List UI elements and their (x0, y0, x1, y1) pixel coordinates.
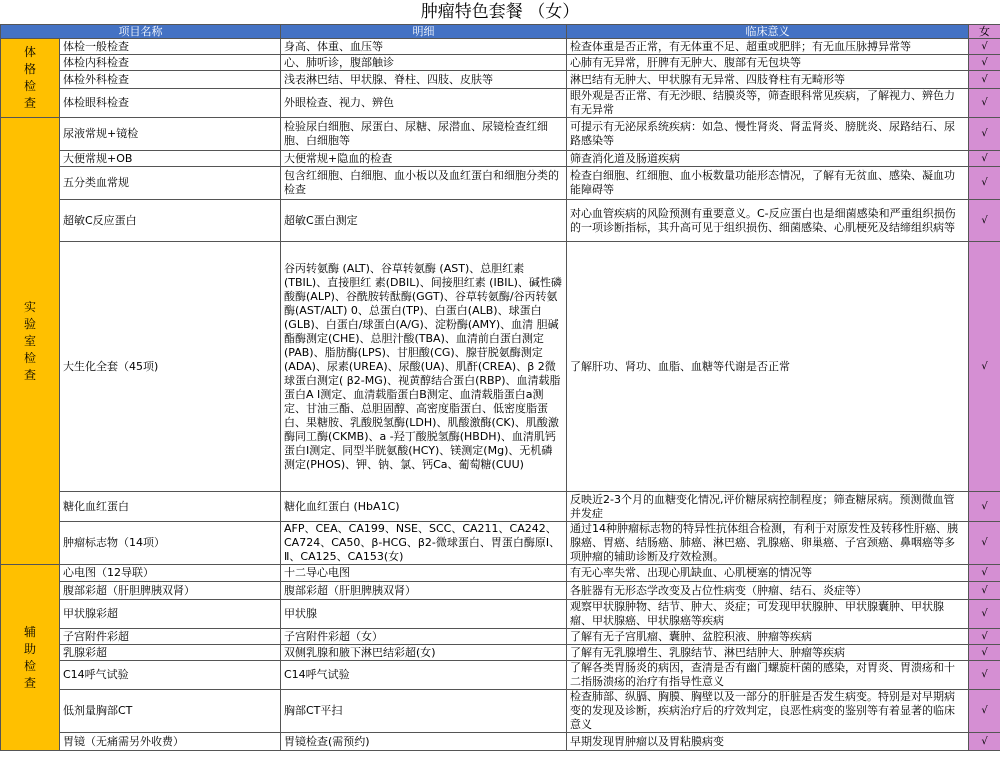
item-name-cell: 体检眼科检查 (60, 89, 281, 118)
check-mark-cell: √ (969, 55, 1000, 71)
clinical-meaning-cell: 可提示有无泌尿系统疾病：如急、慢性肾炎、肾盂肾炎、膀胱炎、尿路结石、尿路感染等 (567, 118, 969, 151)
check-mark-cell: √ (969, 522, 1000, 565)
check-mark-cell: √ (969, 167, 1000, 200)
detail-cell: 包含红细胞、白细胞、血小板以及血红蛋白和细胞分类的检查 (281, 167, 567, 200)
table-row (1, 55, 1000, 71)
table-row (1, 151, 1000, 167)
detail-cell: 子宫附件彩超（女） (281, 629, 567, 645)
category-cell: 体 格 检 查 (1, 39, 60, 118)
header-detail: 明细 (281, 25, 567, 39)
check-mark-cell: √ (969, 39, 1000, 55)
detail-cell: 甲状腺 (281, 600, 567, 629)
clinical-meaning-cell: 了解肝功、肾功、血脂、血糖等代谢是否正常 (567, 242, 969, 492)
detail-cell: 胸部CT平扫 (281, 690, 567, 733)
clinical-meaning-cell: 对心血管疾病的风险预测有重要意义。C-反应蛋白也是细菌感染和严重组织损伤的一项诊断指标，其升高可见于组织损伤、细菌感染、心肌梗死及结缔组织病等 (567, 200, 969, 242)
check-mark-cell: √ (969, 118, 1000, 151)
item-name-cell: 糖化血红蛋白 (60, 492, 281, 522)
clinical-meaning-cell: 有无心率失常、出现心肌缺血、心肌梗塞的情况等 (567, 565, 969, 582)
detail-cell: 胃镜检查(需预约) (281, 733, 567, 751)
item-name-cell: 肿瘤标志物（14项） (60, 522, 281, 565)
item-name-cell: 超敏C反应蛋白 (60, 200, 281, 242)
clinical-meaning-cell: 了解有无子宫肌瘤、囊肿、盆腔积液、肿瘤等疾病 (567, 629, 969, 645)
table-row (1, 582, 1000, 600)
table-row (1, 733, 1000, 751)
table-row (1, 661, 1000, 690)
table-row (1, 565, 1000, 582)
clinical-meaning-cell: 观察甲状腺肿物、结节、肿大、炎症；可发现甲状腺肿、甲状腺囊肿、甲状腺瘤、甲状腺癌、甲状腺癌等疾病 (567, 600, 969, 629)
table-header-row (1, 25, 1000, 39)
check-mark-cell: √ (969, 690, 1000, 733)
item-name-cell: 低剂量胸部CT (60, 690, 281, 733)
item-name-cell: 心电图（12导联） (60, 565, 281, 582)
clinical-meaning-cell: 早期发现胃肿瘤以及胃粘膜病变 (567, 733, 969, 751)
detail-cell: 糖化血红蛋白 (HbA1C) (281, 492, 567, 522)
clinical-meaning-cell: 检查肺部、纵膈、胸膜、胸壁以及一部分的肝脏是否发生病变。特别是对早期病变的发现及诊断，疾病治疗后的疗效判定，良恶性病变的鉴别等有着显著的临床意义 (567, 690, 969, 733)
check-mark-cell: √ (969, 733, 1000, 751)
header-item-name: 项目名称 (1, 25, 281, 39)
clinical-meaning-cell: 检查体重是否正常，有无体重不足、超重或肥胖；有无血压脉搏异常等 (567, 39, 969, 55)
clinical-meaning-cell: 淋巴结有无肿大、甲状腺有无异常、四肢脊柱有无畸形等 (567, 71, 969, 89)
item-name-cell: 子宫附件彩超 (60, 629, 281, 645)
detail-cell: 心、肺听诊，腹部触诊 (281, 55, 567, 71)
clinical-meaning-cell: 眼外观是否正常、有无沙眼、结膜炎等，筛查眼科常见疾病，了解视力、辨色力有无异常 (567, 89, 969, 118)
table-row (1, 242, 1000, 492)
detail-cell: 身高、体重、血压等 (281, 39, 567, 55)
item-name-cell: 大生化全套（45项) (60, 242, 281, 492)
detail-cell: C14呼气试验 (281, 661, 567, 690)
clinical-meaning-cell: 心肺有无异常，肝脾有无肿大、腹部有无包块等 (567, 55, 969, 71)
check-mark-cell: √ (969, 629, 1000, 645)
item-name-cell: 尿液常规+镜检 (60, 118, 281, 151)
detail-cell: 浅表淋巴结、甲状腺、脊柱、四肢、皮肤等 (281, 71, 567, 89)
check-mark-cell: √ (969, 89, 1000, 118)
clinical-meaning-cell: 各脏器有无形态学改变及占位性病变（肿瘤、结石、炎症等） (567, 582, 969, 600)
detail-cell: 检验尿白细胞、尿蛋白、尿糖、尿潜血、尿镜检查红细胞、白细胞等 (281, 118, 567, 151)
item-name-cell: 腹部彩超（肝胆脾胰双肾） (60, 582, 281, 600)
clinical-meaning-cell: 筛查消化道及肠道疾病 (567, 151, 969, 167)
item-name-cell: 体检内科检查 (60, 55, 281, 71)
check-mark-cell: √ (969, 200, 1000, 242)
check-mark-cell: √ (969, 582, 1000, 600)
item-name-cell: 大便常规+OB (60, 151, 281, 167)
clinical-meaning-cell: 检查白细胞、红细胞、血小板数量功能形态情况，了解有无贫血、感染、凝血功能障碍等 (567, 167, 969, 200)
detail-cell: 十二导心电图 (281, 565, 567, 582)
clinical-meaning-cell: 通过14种肿瘤标志物的特异性抗体组合检测，有利于对原发性及转移性肝癌、胰腺癌、胃癌、结肠癌、肺癌、淋巴癌、乳腺癌、卵巢癌、子宫颈癌、鼻咽癌等多项肿瘤的辅助诊断及疗效检测。 (567, 522, 969, 565)
detail-cell: 大便常规+隐血的检查 (281, 151, 567, 167)
table-body (1, 39, 1000, 751)
table-row (1, 492, 1000, 522)
table-row (1, 89, 1000, 118)
table-row (1, 522, 1000, 565)
table-row (1, 118, 1000, 151)
item-name-cell: 五分类血常规 (60, 167, 281, 200)
detail-cell: 谷丙转氨酶 (ALT)、谷草转氨酶 (AST)、总胆红素(TBIL)、直接胆红 素(DBIL)、间接胆红素 (IBIL)、碱性磷酸酶(ALP)、谷酰胺转酞酶(GGT)、谷草转氨酶/谷丙转氨酶(AST/ALT) 0、总蛋白(TP)、白蛋白(ALB)、球蛋白(GLB)、白蛋白/球蛋白(A/G)、淀粉酶(AMY)、血清 胆碱酯酶测定(CHE)、总胆汁酸(TBA)、血清前白蛋白测定(PAB)、脂肪酶(LPS)、甘胆酸(CG)、腺苷脱氨酶测定(ADA)、尿素(UREA)、尿酸(UA)、肌酐(CREA)、β 2微球蛋白测定( β2-MG)、视黄醇结合蛋白(RBP)、血清载脂蛋白A Ⅰ测定、血清载脂蛋白B测定、血清载脂蛋白a测定、甘油三酯、总胆固醇、高密度脂蛋白、低密度脂蛋白、果糖胺、乳酸脱氢酶(LDH)、肌酸激酶(CK)、肌酸激酶同工酶(CKMB)、a -羟丁酸脱氢酶(HBDH)、血清肌钙蛋白I测定、同型半胱氨酸(HCY)、镁测定(Mg)、无机磷测定(PHOS)、钾、钠、氯、钙Ca、葡萄糖(CUU) (281, 242, 567, 492)
detail-cell: 外眼检查、视力、辨色 (281, 89, 567, 118)
clinical-meaning-cell: 了解有无乳腺增生、乳腺结节、淋巴结肿大、肿瘤等疾病 (567, 645, 969, 661)
item-name-cell: 甲状腺彩超 (60, 600, 281, 629)
table-row (1, 600, 1000, 629)
category-cell: 辅 助 检 查 (1, 565, 60, 751)
detail-cell: 腹部彩超（肝胆脾胰双肾） (281, 582, 567, 600)
clinical-meaning-cell: 了解各类胃肠炎的病因，查清是否有幽门螺旋杆菌的感染，对胃炎、胃溃疡和十二指肠溃疡的治疗有指导性意义 (567, 661, 969, 690)
item-name-cell: 体检外科检查 (60, 71, 281, 89)
table-row (1, 629, 1000, 645)
table-row (1, 71, 1000, 89)
package-table (0, 24, 1000, 751)
item-name-cell: 体检一般检查 (60, 39, 281, 55)
item-name-cell: 胃镜（无痛需另外收费） (60, 733, 281, 751)
clinical-meaning-cell: 反映近2-3个月的血糖变化情况,评价糖尿病控制程度；筛查糖尿病。预测微血管并发症 (567, 492, 969, 522)
category-cell: 实 验 室 检 查 (1, 118, 60, 565)
check-mark-cell: √ (969, 600, 1000, 629)
item-name-cell: 乳腺彩超 (60, 645, 281, 661)
detail-cell: 双侧乳腺和腋下淋巴结彩超(女) (281, 645, 567, 661)
check-mark-cell: √ (969, 242, 1000, 492)
check-mark-cell: √ (969, 661, 1000, 690)
table-row (1, 39, 1000, 55)
check-mark-cell: √ (969, 492, 1000, 522)
table-row (1, 200, 1000, 242)
detail-cell: 超敏C蛋白测定 (281, 200, 567, 242)
check-mark-cell: √ (969, 151, 1000, 167)
detail-cell: AFP、CEA、CA199、NSE、SCC、CA211、CA242、CA724、CA50、β-HCG、β2-微球蛋白、胃蛋白酶原Ⅰ、Ⅱ、CA125、CA153(女) (281, 522, 567, 565)
item-name-cell: C14呼气试验 (60, 661, 281, 690)
check-mark-cell: √ (969, 71, 1000, 89)
table-row (1, 645, 1000, 661)
table-row (1, 690, 1000, 733)
table-row (1, 167, 1000, 200)
check-mark-cell: √ (969, 565, 1000, 582)
check-mark-cell: √ (969, 645, 1000, 661)
header-gender: 女 (969, 25, 1000, 39)
page-title: 肿瘤特色套餐 （女） (0, 0, 1000, 25)
header-clinical-meaning: 临床意义 (567, 25, 969, 39)
